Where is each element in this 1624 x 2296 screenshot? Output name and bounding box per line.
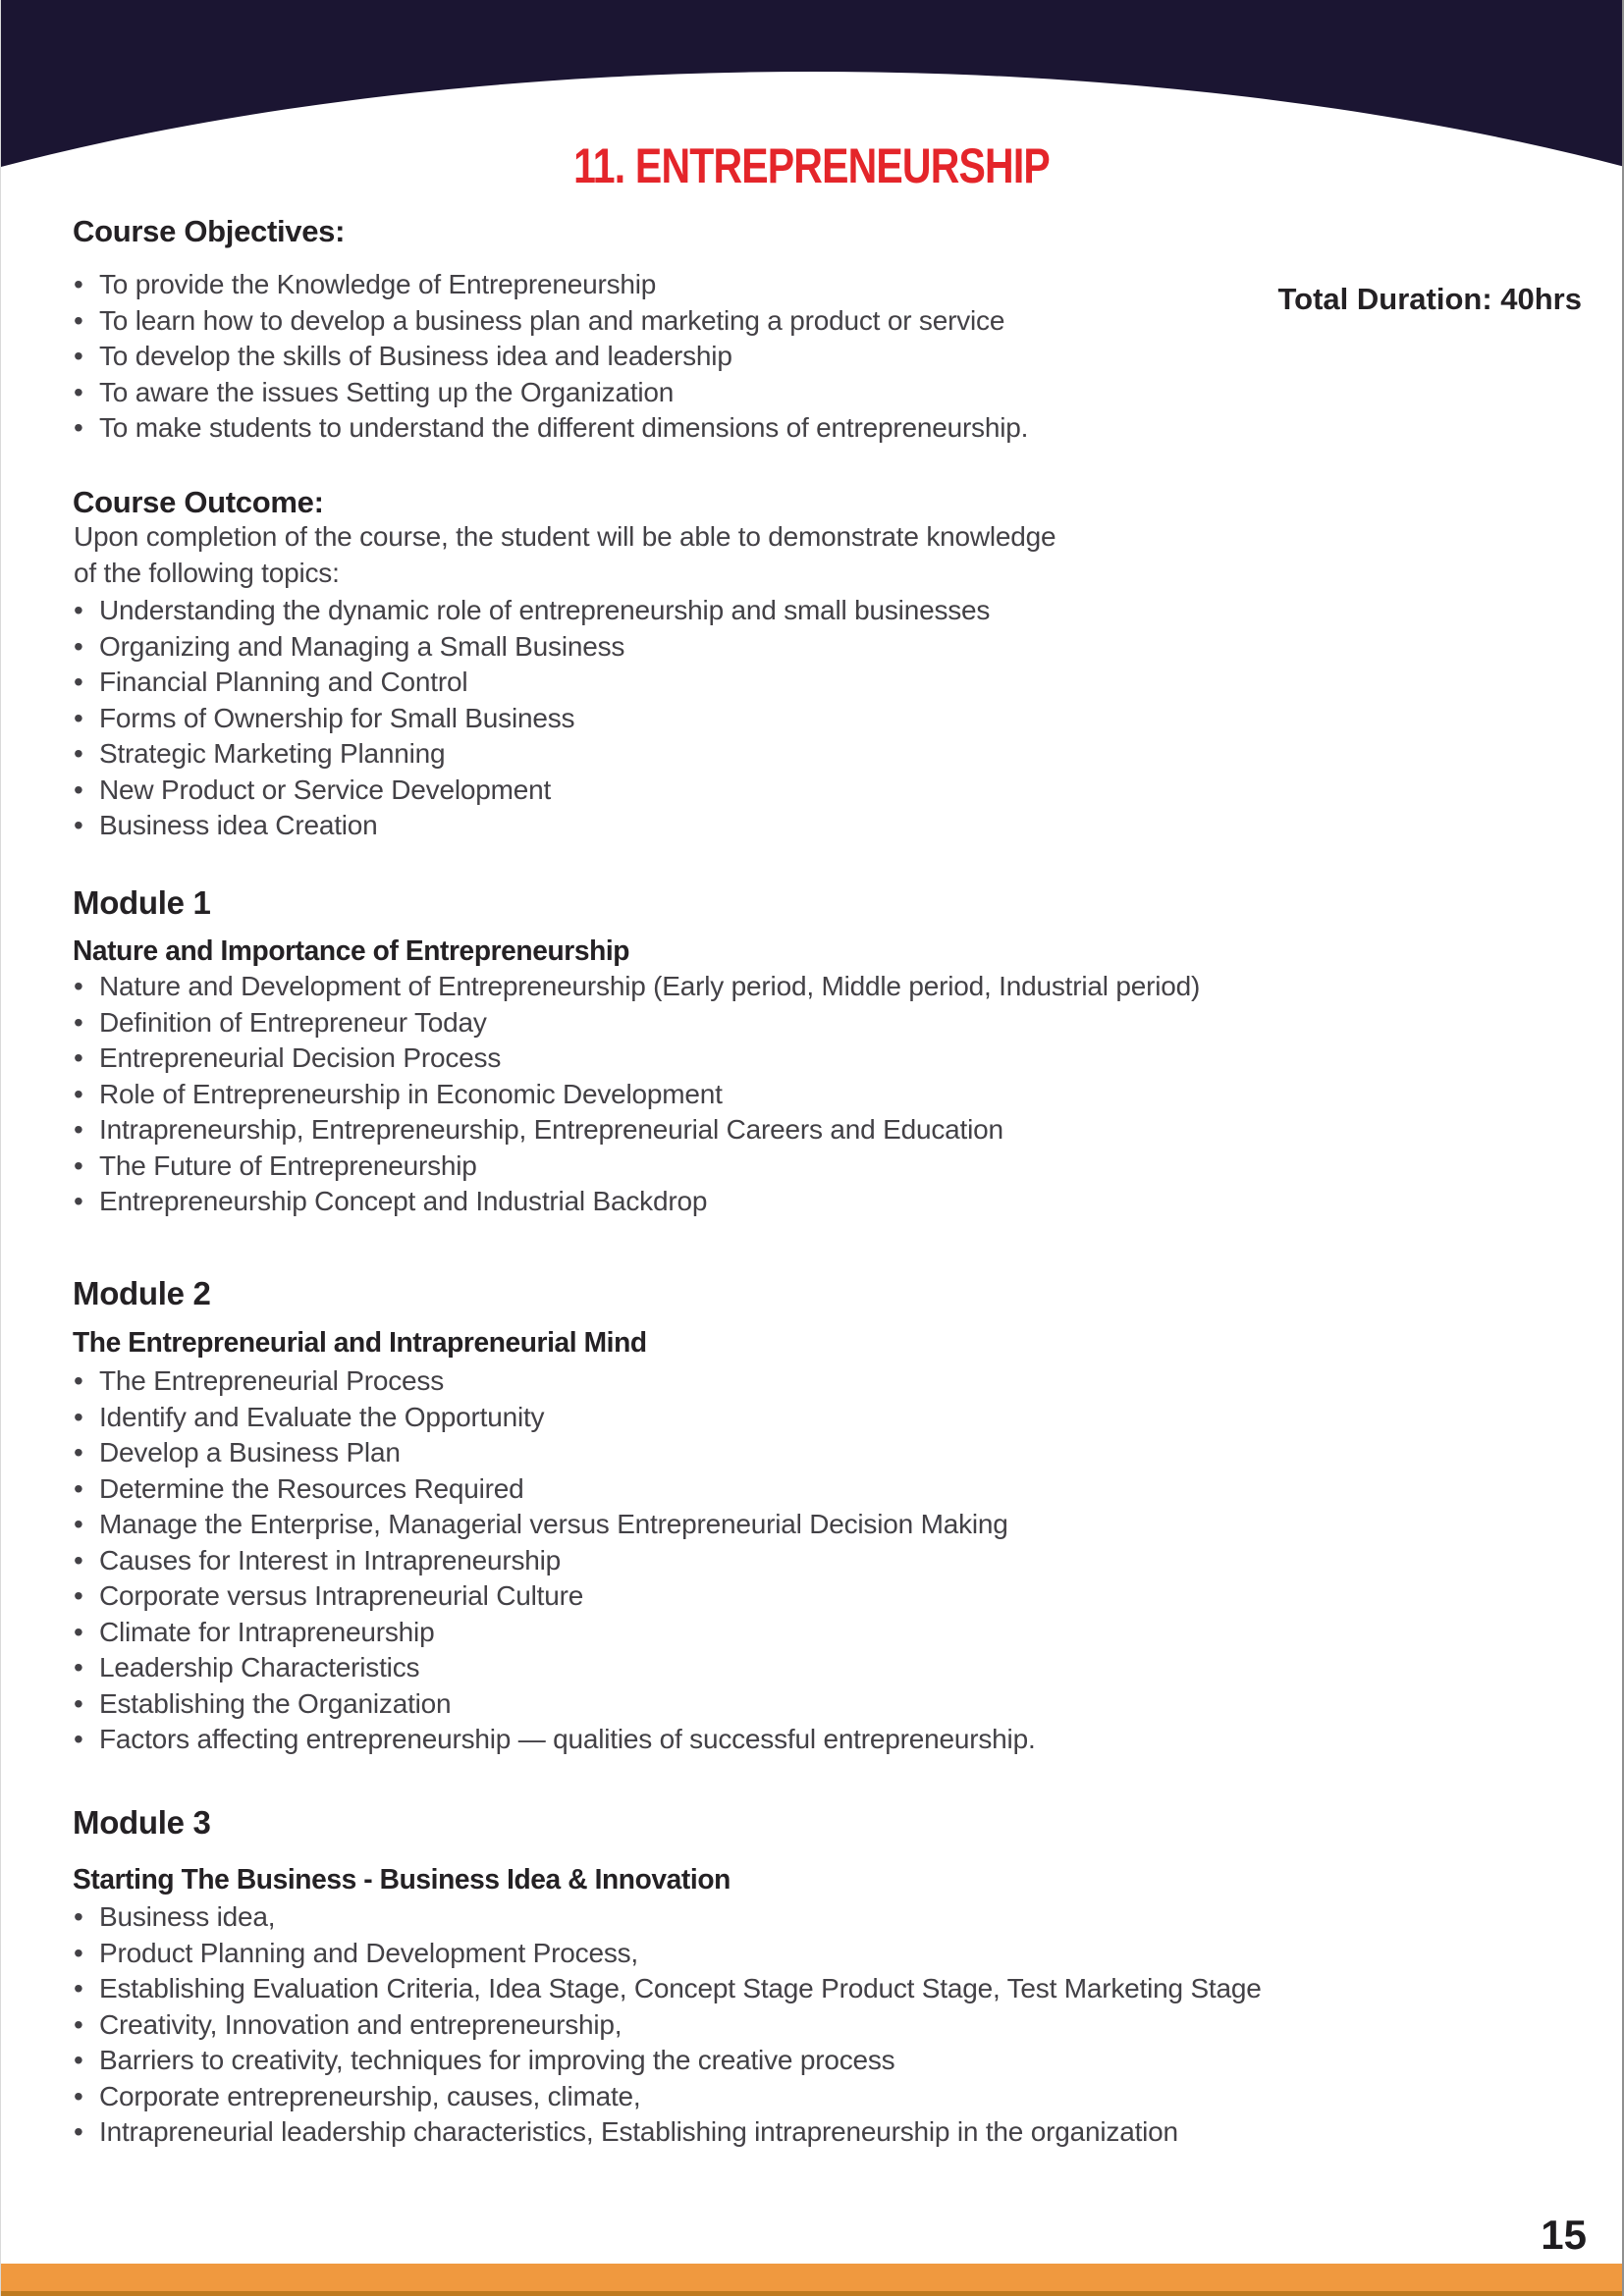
bullet-icon: •: [74, 971, 83, 1001]
list-item-text: Understanding the dynamic role of entrepreneurship and small businesses: [99, 595, 991, 625]
list-item-text: Role of Entrepreneurship in Economic Development: [99, 1078, 723, 1109]
bullet-icon: •: [74, 1509, 83, 1539]
bullet-icon: •: [74, 667, 83, 697]
bullet-icon: •: [74, 341, 83, 371]
bullet-icon: •: [74, 1472, 83, 1504]
list-item-text: Forms of Ownership for Small Business: [99, 702, 575, 733]
bullet-icon: •: [74, 1401, 83, 1432]
list-item: [74, 1077, 1566, 1113]
list-item-text: The Future of Entrepreneurship: [99, 1149, 477, 1181]
total-duration-label: Total Duration: 40hrs: [1277, 282, 1582, 316]
bullet-icon: •: [74, 304, 83, 336]
list-item-text: Nature and Development of Entrepreneurship (Early period, Middle period, Industrial period): [99, 971, 1201, 1001]
list-item-text: Entrepreneurial Decision Process: [99, 1042, 502, 1073]
list-item-text: The Entrepreneurial Process: [99, 1365, 444, 1396]
list-item-text: Establishing Evaluation Criteria, Idea Stage, Concept Stage Product Stage, Test Marketing Stage: [99, 1973, 1262, 2003]
bullet-icon: •: [74, 412, 83, 443]
list-item: [74, 1184, 1566, 1220]
list-item-text: Strategic Marketing Planning: [99, 738, 446, 769]
bullet-icon: •: [74, 1687, 83, 1719]
list-item: [74, 2043, 1566, 2079]
list-item-text: Business idea Creation: [99, 810, 378, 840]
list-item-text: Product Planning and Development Process,: [99, 1937, 639, 1968]
bullet-icon: •: [74, 1652, 83, 1682]
list-item: [74, 808, 1566, 844]
bullet-icon: •: [74, 1114, 83, 1145]
list-item-text: Entrepreneurship Concept and Industrial Backdrop: [99, 1186, 708, 1216]
list-item: [74, 2114, 1566, 2151]
module-1-subheading: Nature and Importance of Entrepreneurship: [73, 935, 630, 967]
list-item-text: Financial Planning and Control: [99, 667, 468, 697]
list-item-text: To aware the issues Setting up the Organization: [99, 376, 675, 407]
page-number: 15: [1541, 2212, 1587, 2258]
list-item: [74, 1686, 1566, 1723]
list-item: [74, 969, 1566, 1005]
module-1-topic-list: [74, 969, 1566, 1220]
module-3-subheading: Starting The Business - Business Idea & Innovation: [73, 1864, 731, 1896]
bullet-icon: •: [74, 774, 83, 805]
footer-bar-decoration: [1, 2264, 1622, 2296]
bullet-icon: •: [74, 1580, 83, 1611]
bullet-icon: •: [74, 702, 83, 733]
list-item: [74, 339, 1566, 375]
list-item: [74, 736, 1566, 773]
module-2-subheading: The Entrepreneurial and Intrapreneurial Mind: [73, 1327, 647, 1359]
bullet-icon: •: [74, 2116, 83, 2147]
list-item: [74, 593, 1566, 629]
list-item: [74, 2007, 1566, 2044]
list-item: [74, 1543, 1566, 1579]
list-item: [74, 1722, 1566, 1758]
course-outcome-heading: Course Outcome:: [73, 485, 324, 519]
list-item: [74, 1400, 1566, 1436]
bullet-icon: •: [74, 376, 83, 407]
list-item-text: To develop the skills of Business idea and leadership: [99, 341, 732, 371]
list-item-text: Establishing the Organization: [99, 1687, 452, 1719]
list-item: [74, 375, 1566, 411]
list-item: [74, 410, 1566, 447]
list-item: [74, 1041, 1566, 1077]
course-outcome-intro: [74, 519, 1566, 591]
list-item: [74, 629, 1566, 666]
list-item: [74, 1507, 1566, 1543]
module-2-topic-list: [74, 1363, 1566, 1758]
bullet-icon: •: [74, 2080, 83, 2111]
list-item-text: Factors affecting entrepreneurship — qualities of successful entrepreneurship.: [99, 1724, 1036, 1754]
bullet-icon: •: [74, 1149, 83, 1181]
list-item-text: Corporate entrepreneurship, causes, climate,: [99, 2080, 641, 2111]
bullet-icon: •: [74, 1078, 83, 1109]
list-item-text: Intrapreneurship, Entrepreneurship, Entrepreneurial Careers and Education: [99, 1114, 1003, 1145]
list-item-text: of the following topics:: [74, 557, 340, 588]
list-item-text: Determine the Resources Required: [99, 1472, 524, 1504]
list-item-text: Organizing and Managing a Small Business: [99, 630, 625, 662]
module-3-topic-list: [74, 1899, 1566, 2151]
list-item-text: Causes for Interest in Intrapreneurship: [99, 1544, 562, 1575]
module-2-heading: Module 2: [73, 1275, 211, 1311]
list-item: [74, 1112, 1566, 1148]
list-item-text: Upon completion of the course, the student will be able to demonstrate knowledge: [74, 521, 1056, 552]
list-item-text: Identify and Evaluate the Opportunity: [99, 1401, 545, 1432]
list-item: [74, 1148, 1566, 1185]
list-item: [74, 1363, 1566, 1400]
list-item-text: New Product or Service Development: [99, 774, 552, 805]
list-item: [74, 1435, 1566, 1471]
bullet-icon: •: [74, 1042, 83, 1073]
bullet-icon: •: [74, 1973, 83, 2003]
list-item: [74, 1899, 1566, 1936]
bullet-icon: •: [74, 810, 83, 840]
list-item-text: To provide the Knowledge of Entrepreneurship: [99, 269, 657, 299]
list-item: [74, 1650, 1566, 1686]
list-item: [74, 519, 1566, 556]
list-item-text: Barriers to creativity, techniques for improving the creative process: [99, 2045, 895, 2075]
list-item-text: Develop a Business Plan: [99, 1437, 401, 1468]
bullet-icon: •: [74, 1937, 83, 1968]
bullet-icon: •: [74, 1437, 83, 1468]
module-3-heading: Module 3: [73, 1804, 211, 1841]
bullet-icon: •: [74, 1006, 83, 1038]
list-item-text: To learn how to develop a business plan and marketing a product or service: [99, 304, 1005, 336]
list-item-text: Corporate versus Intrapreneurial Culture: [99, 1580, 584, 1611]
list-item-text: Climate for Intrapreneurship: [99, 1616, 435, 1647]
list-item: [74, 556, 1566, 592]
course-objectives-heading: Course Objectives:: [73, 214, 346, 248]
bullet-icon: •: [74, 1544, 83, 1575]
module-1-heading: Module 1: [73, 884, 211, 921]
list-item: [74, 2079, 1566, 2115]
list-item-text: Intrapreneurial leadership characteristics, Establishing intrapreneurship in the organization: [99, 2116, 1178, 2147]
list-item: [74, 1615, 1566, 1651]
list-item: [74, 1471, 1566, 1508]
bullet-icon: •: [74, 1186, 83, 1216]
list-item: [74, 1578, 1566, 1615]
bullet-icon: •: [74, 2008, 83, 2040]
list-item-text: Business idea,: [99, 1901, 276, 1932]
bullet-icon: •: [74, 1616, 83, 1647]
list-item: [74, 665, 1566, 701]
list-item: [74, 1005, 1566, 1041]
bullet-icon: •: [74, 595, 83, 625]
list-item: [74, 773, 1566, 809]
list-item: [74, 701, 1566, 737]
bullet-icon: •: [74, 1365, 83, 1396]
bullet-icon: •: [74, 1901, 83, 1932]
list-item-text: Leadership Characteristics: [99, 1652, 420, 1682]
bullet-icon: •: [74, 2045, 83, 2075]
course-outcome-list: [74, 593, 1566, 844]
list-item-text: Definition of Entrepreneur Today: [99, 1006, 487, 1038]
bullet-icon: •: [74, 630, 83, 662]
page-title: 11. ENTREPRENEURSHIP: [573, 138, 1050, 193]
bullet-icon: •: [74, 1724, 83, 1754]
bullet-icon: •: [74, 738, 83, 769]
list-item-text: To make students to understand the different dimensions of entrepreneurship.: [99, 412, 1029, 443]
bullet-icon: •: [74, 269, 83, 299]
list-item: [74, 1971, 1566, 2007]
list-item-text: Creativity, Innovation and entrepreneurship,: [99, 2008, 623, 2040]
list-item-text: Manage the Enterprise, Managerial versus Entrepreneurial Decision Making: [99, 1509, 1008, 1539]
list-item: [74, 1936, 1566, 1972]
